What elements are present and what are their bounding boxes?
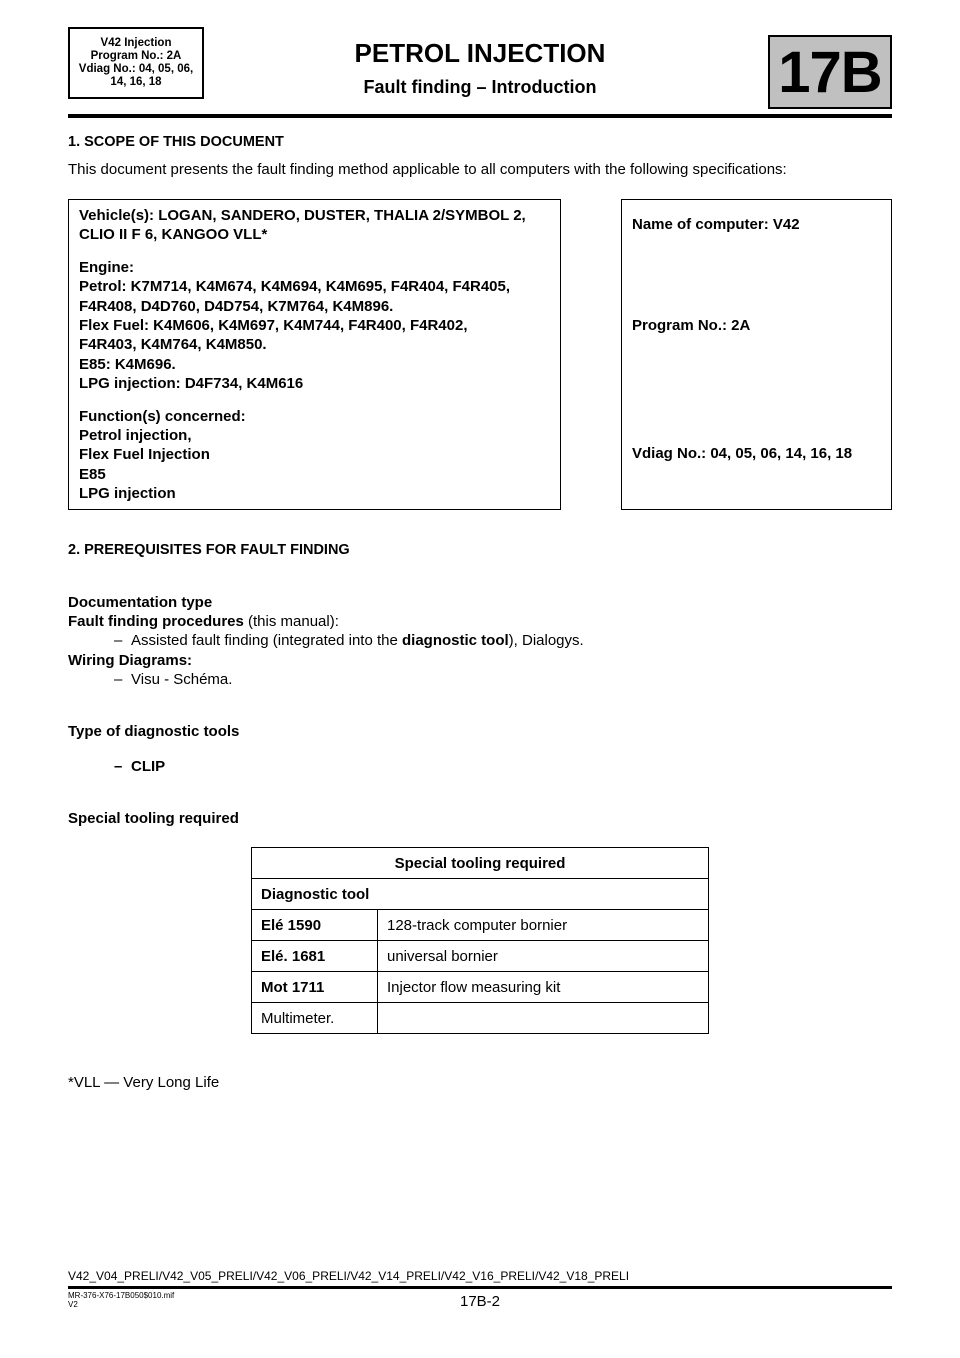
bullet-bold-text: diagnostic tool — [402, 632, 509, 649]
footer-version: V2 — [68, 1300, 78, 1309]
footnote: *VLL — Very Long Life — [68, 1074, 220, 1091]
header-box-line: 14, 16, 18 — [110, 76, 162, 88]
tool-code: Multimeter. — [252, 1003, 378, 1034]
ffp-suffix: (this manual): — [243, 613, 339, 630]
vdiag-number: Vdiag No.: 04, 05, 06, 14, 16, 18 — [632, 445, 853, 462]
tool-description: 128-track computer bornier — [378, 910, 709, 941]
footer-divider — [68, 1286, 892, 1289]
vehicles-block — [79, 206, 550, 245]
ffp-label: Fault finding procedures — [68, 613, 244, 630]
engine-line: E85: K4M696. — [79, 355, 176, 373]
function-line: E85 — [79, 465, 106, 483]
engine-line: LPG injection: D4F734, K4M616 — [79, 375, 304, 393]
function-line: LPG injection — [79, 485, 176, 503]
page-title: PETROL INJECTION — [354, 38, 606, 68]
bullet-dash: – — [114, 632, 123, 649]
engine-line: Flex Fuel: K4M606, K4M697, K4M744, F4R400, F4R402, — [79, 317, 468, 335]
header-info-box — [68, 27, 204, 99]
header-box-line: V42 Injection — [100, 37, 172, 49]
bullet-text: Assisted fault finding (integrated into the — [131, 632, 402, 649]
header-divider — [68, 114, 892, 118]
table-row — [252, 972, 709, 1003]
tool-code: Elé. 1681 — [252, 941, 378, 972]
tool-code: Elé 1590 — [252, 910, 378, 941]
table-section: Diagnostic tool — [252, 879, 709, 910]
footer-ref: MR-376-X76-17B050$010.mif — [68, 1291, 175, 1300]
functions-block — [79, 407, 550, 504]
section1-intro: This document presents the fault finding method applicable to all computers with the following specifications: — [68, 161, 787, 178]
special-tooling-table — [251, 847, 709, 1034]
table-title-row — [252, 848, 709, 879]
vehicles-line: Vehicle(s): LOGAN, SANDERO, DUSTER, THALIA 2/SYMBOL 2, — [79, 207, 526, 224]
documentation-type-label: Documentation type — [68, 594, 213, 611]
engine-line: F4R403, K4M764, K4M850. — [79, 336, 267, 354]
function-line: Function(s) concerned: — [79, 407, 246, 425]
tool-description: Injector flow measuring kit — [378, 972, 709, 1003]
computer-spec-box — [621, 199, 892, 510]
engine-line: Petrol: K7M714, K4M674, K4M694, K4M695, F4R404, F4R405, — [79, 278, 511, 296]
clip-item: CLIP — [131, 758, 166, 775]
table-row — [252, 941, 709, 972]
engine-line: F4R408, D4D760, D4D754, K7M764, K4M896. — [79, 297, 394, 315]
header-box-line: Program No.: 2A — [90, 50, 182, 62]
bullet-text: ), Dialogys. — [508, 632, 584, 649]
page-number: 17B-2 — [459, 1293, 501, 1310]
footer-versions: V42_V04_PRELI/V42_V05_PRELI/V42_V06_PRELI/V42_V14_PRELI/V42_V16_PRELI/V42_V18_PRELI — [68, 1269, 630, 1283]
engine-block — [79, 258, 550, 394]
program-number: Program No.: 2A — [632, 317, 751, 334]
tool-description: universal bornier — [378, 941, 709, 972]
wiring-diagrams-label: Wiring Diagrams: — [68, 652, 193, 669]
tool-code: Mot 1711 — [252, 972, 378, 1003]
table-section-row — [252, 879, 709, 910]
fault-finding-procedures — [68, 613, 339, 630]
table-title: Special tooling required — [252, 848, 709, 879]
function-line: Flex Fuel Injection — [79, 446, 210, 464]
table-row — [252, 910, 709, 941]
computer-name: Name of computer: V42 — [632, 216, 800, 233]
section1-heading: 1. SCOPE OF THIS DOCUMENT — [68, 134, 284, 150]
footer-reference — [68, 1291, 174, 1309]
chapter-code: 17B — [768, 35, 892, 109]
special-tooling-heading: Special tooling required — [68, 810, 239, 827]
header-box-line: Vdiag No.: 04, 05, 06, — [78, 63, 194, 75]
engine-line: Engine: — [79, 258, 134, 276]
bullet-dash: – — [114, 758, 123, 775]
vehicles-line: CLIO II F 6, KANGOO VLL* — [79, 226, 268, 244]
visu-schema-item: Visu - Schéma. — [131, 671, 233, 688]
tool-description — [378, 1003, 709, 1034]
vehicle-spec-box — [68, 199, 561, 510]
bullet-dash: – — [114, 671, 123, 688]
assisted-fault-finding-item — [131, 632, 584, 649]
page-subtitle: Fault finding – Introduction — [363, 77, 597, 97]
function-line: Petrol injection, — [79, 427, 192, 445]
section2-heading: 2. PREREQUISITES FOR FAULT FINDING — [68, 542, 350, 558]
diagnostic-tools-type-label: Type of diagnostic tools — [68, 723, 240, 740]
table-row — [252, 1003, 709, 1034]
